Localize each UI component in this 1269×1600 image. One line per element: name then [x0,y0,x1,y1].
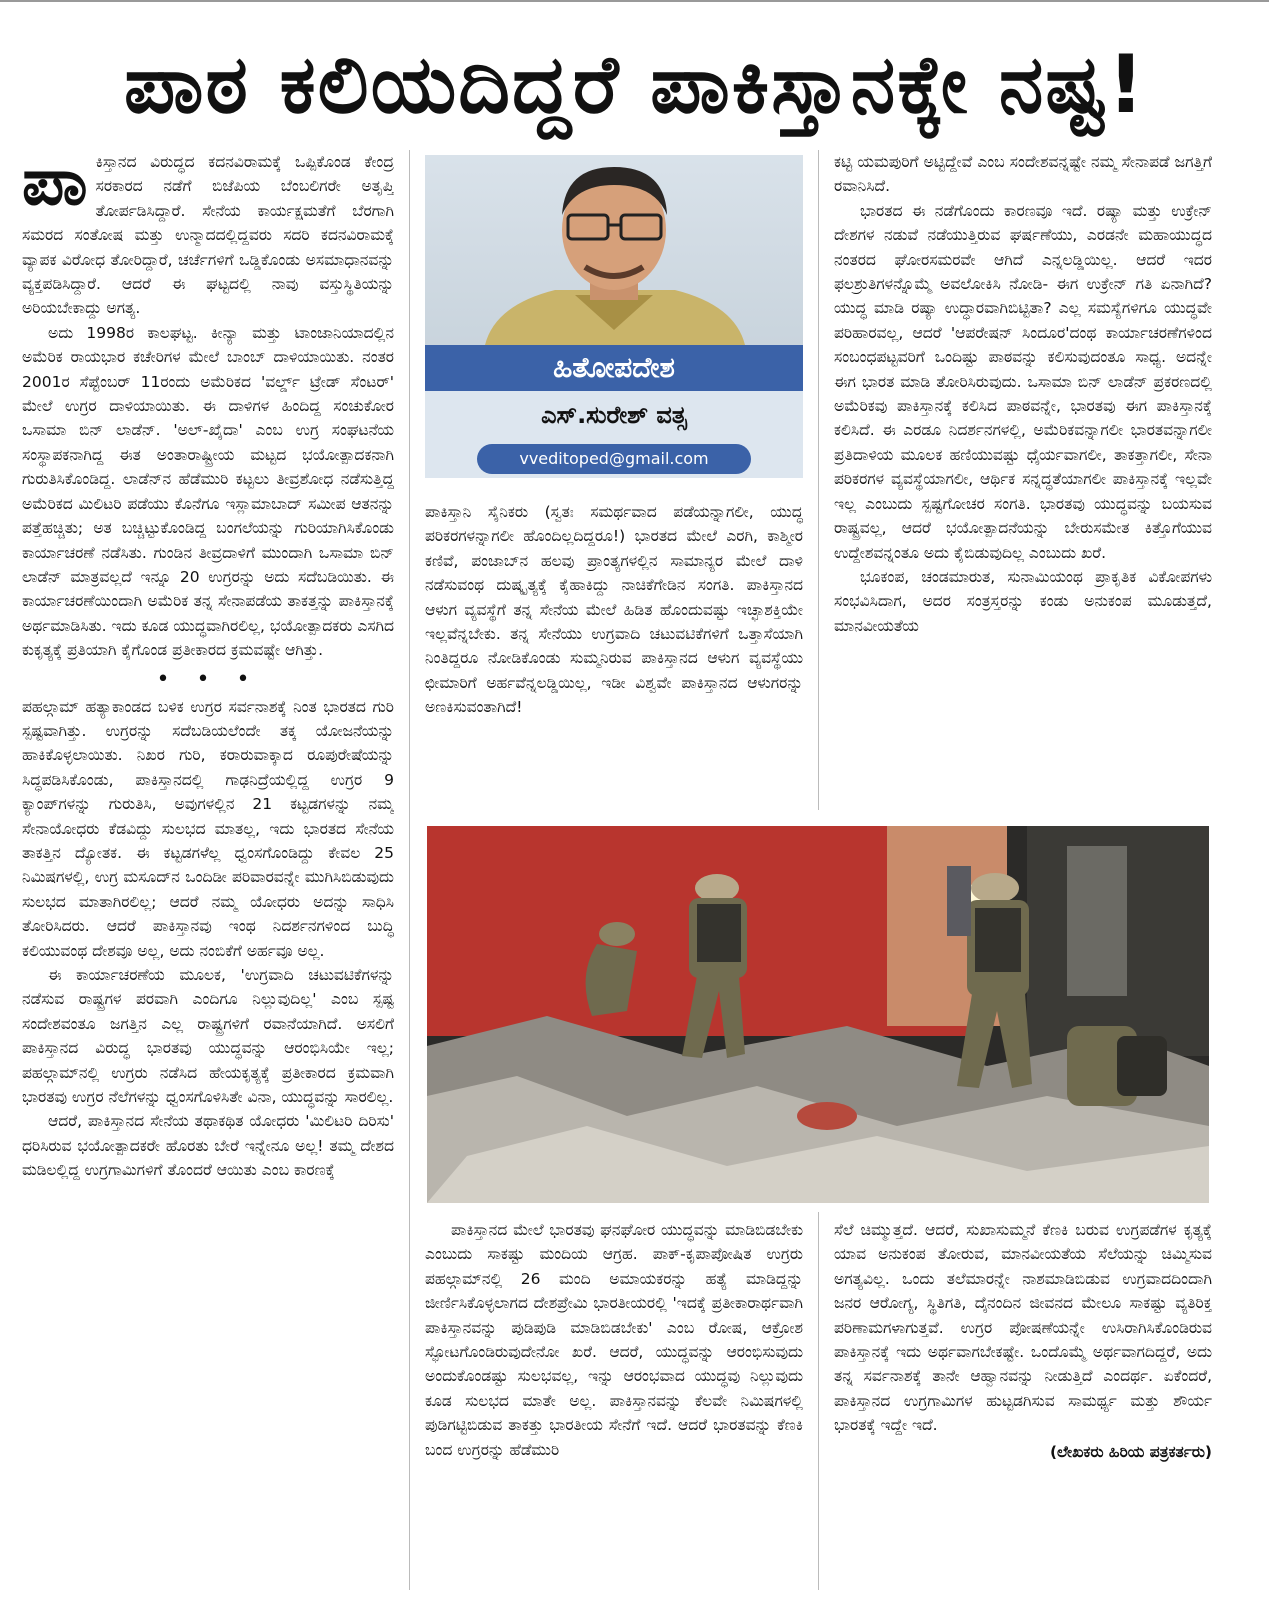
paragraph: ಪಹಲ್ಗಾಮ್ ಹತ್ಯಾಕಾಂಡದ ಬಳಿಕ ಉಗ್ರರ ಸರ್ವನಾಶಕ್ಕೆ ನಿಂತ ಭಾರತದ ಗುರಿ ಸ್ಪಷ್ಟವಾಗಿತ್ತು. ಉಗ್ರರನ್ನು ಸದೆಬಡಿಯಲೆಂದೇ ತಕ್ಕ ಯೋಜನೆಯನ್ನು ಹಾಕಿಕೊಳ್ಳಲಾಯಿತು. ನಿಖರ ಗುರಿ, ಕರಾರುವಾಕ್ಕಾದ ರೂಪುರೇಷೆಯನ್ನು ಸಿದ್ಧಪಡಿಸಿಕೊಂಡು, ಪಾಕಿಸ್ತಾನದಲ್ಲಿ ಗಾಢನಿದ್ರೆಯಲ್ಲಿದ್ದ ಉಗ್ರರ 9 ಕ್ಯಾಂಪ್‌ಗಳನ್ನು ಗುರುತಿಸಿ, ಅವುಗಳಲ್ಲಿನ 21 ಕಟ್ಟಡಗಳನ್ನು ನಮ್ಮ ಸೇನಾಯೋಧರು ಕೆಡವಿದ್ದು ಸುಲಭದ ಮಾತಲ್ಲ, ಇದು ಭಾರತದ ಸೇನೆಯ ತಾಕತ್ತಿನ ದ್ಯೋತಕ. ಈ ಕಟ್ಟಡಗಳೆಲ್ಲ ಧ್ವಂಸಗೊಂಡಿದ್ದು ಕೇವಲ 25 ನಿಮಿಷಗಳಲ್ಲಿ, ಉಗ್ರ ಮಸೂದ್‌ನ ಒಂದಿಡೀ ಪರಿವಾರವನ್ನೇ ಮುಗಿಸಿಬಿಡುವುದು ಸುಲಭದ ಮಾತಾಗಿರಲಿಲ್ಲ; ಆದರೆ ನಮ್ಮ ಯೋಧರು ಅದನ್ನು ಸಾಧಿಸಿ ತೋರಿಸಿದರು. ಆದರೆ ಪಾಕಿಸ್ತಾನವು ಇಂಥ ನಿದರ್ಶನಗಳಿಂದ ಬುದ್ಧಿ ಕಲಿಯುವಂಥ ದೇಶವೂ ಅಲ್ಲ, ಅದು ನಂಬಿಕೆಗೆ ಅರ್ಹವೂ ಅಲ್ಲ. [22,697,394,960]
author-name: ಎಸ್.ಸುರೇಶ್ ವತ್ಸ [541,401,687,429]
top-rule [0,0,1269,2]
author-portrait [425,155,803,345]
columnist-box [425,155,803,478]
section-separator-dots: • • • [156,666,260,692]
drop-cap: ಪಾ [22,150,88,220]
paragraph: ಈ ಕಾರ್ಯಾಚರಣೆಯ ಮೂಲಕ, 'ಉಗ್ರವಾದಿ ಚಟುವಟಿಕೆಗಳನ್ನು ನಡೆಸುವ ರಾಷ್ಟ್ರಗಳ ಪರವಾಗಿ ಎಂದಿಗೂ ನಿಲ್ಲುವುದಿಲ್ಲ' ಎಂಬ ಸ್ಪಷ್ಟ ಸಂದೇಶವಂತೂ ಜಗತ್ತಿನ ಎಲ್ಲ ರಾಷ್ಟ್ರಗಳಿಗೆ ರವಾನೆಯಾಗಿದೆ. ಅಸಲಿಗೆ ಪಾಕಿಸ್ತಾನದ ವಿರುದ್ಧ ಭಾರತವು ಯುದ್ಧವನ್ನು ಆರಂಭಿಸಿಯೇ ಇಲ್ಲ; ಪಹಲ್ಗಾಮ್‌ನಲ್ಲಿ ಉಗ್ರರು ನಡೆಸಿದ ಹೇಯಕೃತ್ಯಕ್ಕೆ ಪ್ರತೀಕಾರದ ಕ್ರಮವಾಗಿ ಭಾರತವು ಉಗ್ರರ ನೆಲೆಗಳನ್ನು ಧ್ವಂಸಗೊಳಿಸಿತೇ ವಿನಾ, ಯುದ್ಧವನ್ನು ಸಾರಲಿಲ್ಲ. [22,966,394,1107]
column-3-bottom [834,1218,1212,1590]
news-photo-soldiers [427,826,1209,1203]
paragraph: ಪಾಕಿಸ್ತಾನದ ವಿರುದ್ಧದ ಕದನವಿರಾಮಕ್ಕೆ ಒಪ್ಪಿಕೊಂಡ ಕೇಂದ್ರ ಸರಕಾರದ ನಡೆಗೆ ಬಿಜೆಪಿಯ ಬೆಂಬಲಿಗರೇ ಅತೃಪ್ತಿ ತೋರ್ಪಡಿಸಿದ್ದಾರೆ. ಸೇನೆಯ ಕಾರ್ಯಕ್ಷಮತೆಗೆ ಬೆರಗಾಗಿ ಸಮರದ ಸಂತೋಷ ಮತ್ತು ಉನ್ಮಾದದಲ್ಲಿದ್ದವರು ಸದರಿ ಕದನವಿರಾಮಕ್ಕೆ ವ್ಯಾಪಕ ವಿರೋಧ ತೋರಿದ್ದಾರೆ, ಚರ್ಚೆಗಳಿಗೆ ಒಡ್ಡಿಕೊಂಡು ಅಸಮಾಧಾನವನ್ನು ವ್ಯಕ್ತಪಡಿಸಿದ್ದಾರೆ. ಆದರೆ ಈ ಘಟ್ಟದಲ್ಲಿ ನಾವು ವಸ್ತುಸ್ಥಿತಿಯನ್ನು ಅರಿಯಬೇಕಾದ್ದು ಅಗತ್ಯ. [22,150,394,318]
paragraph: ಸೆಲೆ ಚಿಮ್ಮುತ್ತದೆ. ಆದರೆ, ಸುಖಾಸುಮ್ಮನೆ ಕೆಣಕಿ ಬರುವ ಉಗ್ರಪಡೆಗಳ ಕೃತ್ಯಕ್ಕೆ ಯಾವ ಅನುಕಂಪ ತೋರುವ, ಮಾನವೀಯತೆಯ ಸೆಲೆಯನ್ನು ಚಿಮ್ಮಿಸುವ ಅಗತ್ಯವಿಲ್ಲ. ಒಂದು ತಲೆಮಾರನ್ನೇ ನಾಶಮಾಡಿಬಿಡುವ ಉಗ್ರವಾದದಿಂದಾಗಿ ಜನರ ಆರೋಗ್ಯ, ಸ್ಥಿತಿಗತಿ, ದೈನಂದಿನ ಜೀವನದ ಮೇಲೂ ಸಾಕಷ್ಟು ವ್ಯತಿರಿಕ್ತ ಪರಿಣಾಮಗಳಾಗುತ್ತವೆ. ಉಗ್ರರ ಪೋಷಣೆಯನ್ನೇ ಉಸಿರಾಗಿಸಿಕೊಂಡಿರುವ ಪಾಕಿಸ್ತಾನಕ್ಕೆ ಇದು ಅರ್ಥವಾಗಬೇಕಷ್ಟೇ. ಒಂದೊಮ್ಮೆ ಅರ್ಥವಾಗದಿದ್ದರೆ, ಅದು ತನ್ನ ಸರ್ವನಾಶಕ್ಕೆ ತಾನೇ ಆಹ್ವಾನವನ್ನು ನೀಡುತ್ತಿದೆ ಎಂದರ್ಥ. ಏಕೆಂದರೆ, ಪಾಕಿಸ್ತಾನದ ಉಗ್ರಗಾಮಿಗಳ ಹುಟ್ಟಡಗಿಸುವ ಸಾಮರ್ಥ್ಯ ಮತ್ತು ಶೌರ್ಯ ಭಾರತಕ್ಕೆ ಇದ್ದೇ ಇದೆ. [834,1221,1212,1435]
column-3-top [834,150,1212,815]
column-divider [818,1212,819,1590]
column-1 [22,150,394,1590]
column-2-bottom [425,1218,803,1590]
paragraph: ಭಾರತದ ಈ ನಡೆಗೊಂದು ಕಾರಣವೂ ಇದೆ. ರಷ್ಯಾ ಮತ್ತು ಉಕ್ರೇನ್ ದೇಶಗಳ ನಡುವೆ ನಡೆಯುತ್ತಿರುವ ಘರ್ಷಣೆಯು, ಎರಡನೇ ಮಹಾಯುದ್ಧದ ನಂತರದ ಘೋರಸಮರವೇ ಆಗಿದೆ ಎನ್ನಲಡ್ಡಿಯಿಲ್ಲ. ಆದರೆ ಇದರ ಫಲಶ್ರುತಿಗಳನ್ನೊಮ್ಮೆ ಅವಲೋಕಿಸಿ ನೋಡಿ- ಈಗ ಉಕ್ರೇನ್ ಗತಿ ಏನಾಗಿದೆ? ಯುದ್ಧ ಮಾಡಿ ರಷ್ಯಾ ಉದ್ಧಾರವಾಗಿಬಿಟ್ಟಿತಾ? ಎಲ್ಲ ಸಮಸ್ಯೆಗಳಿಗೂ ಯುದ್ಧವೇ ಪರಿಹಾರವಲ್ಲ, ಆದರೆ 'ಆಪರೇಷನ್ ಸಿಂದೂರ'ದಂಥ ಕಾರ್ಯಾಚರಣೆಗಳಿಂದ ಸಂಬಂಧಪಟ್ಟವರಿಗೆ ಒಂದಿಷ್ಟು ಪಾಠವನ್ನು ಕಲಿಸುವುದಂತೂ ಸಾಧ್ಯ. ಅದನ್ನೇ ಈಗ ಭಾರತ ಮಾಡಿ ತೋರಿಸಿರುವುದು. ಒಸಾಮಾ ಬಿನ್ ಲಾಡೆನ್ ಪ್ರಕರಣದಲ್ಲಿ ಅಮೆರಿಕವು ಪಾಕಿಸ್ತಾನಕ್ಕೆ ಕಲಿಸಿದ ಪಾಠವನ್ನೇ, ಭಾರತವು ಈಗ ಪಾಕಿಸ್ತಾನಕ್ಕೆ ಕಲಿಸಿದೆ. ಈ ಎರಡೂ ನಿದರ್ಶನಗಳಲ್ಲಿ, ಅಮೆರಿಕವನ್ನಾಗಲೀ ಭಾರತವನ್ನಾಗಲೀ ಪ್ರತಿದಾಳಿಯ ಮೂಲಕ ಹಣಿಯುವಷ್ಟು ಧೈರ್ಯವಾಗಲೀ, ತಾಕತ್ತಾಗಲೀ, ಸೇನಾ ಪರಿಕರಗಳ ವ್ಯವಸ್ಥೆಯಾಗಲೀ, ಆರ್ಥಿಕ ಸನ್ನದ್ಧತೆಯಾಗಲೀ ಪಾಕಿಸ್ತಾನಕ್ಕೆ ಇಲ್ಲವೇ ಇಲ್ಲ ಎಂಬುದು ಸ್ಪಷ್ಟಗೋಚರ ಸಂಗತಿ. ಭಾರತವು ಯುದ್ಧವನ್ನು ಬಯಸುವ ರಾಷ್ಟ್ರವಲ್ಲ, ಆದರೆ ಭಯೋತ್ಪಾದನೆಯನ್ನು ಬೇರುಸಮೇತ ಕಿತ್ತೊಗೆಯುವ ಉದ್ದೇಶವನ್ನಂತೂ ಅದು ಕೈಬಿಡುವುದಿಲ್ಲ ಎಂಬುದು ಖರೆ. [834,201,1212,562]
paragraph: ಪಾಕಿಸ್ತಾನಿ ಸೈನಿಕರು (ಸ್ವತಃ ಸಮರ್ಥವಾದ ಪಡೆಯನ್ನಾಗಲೀ, ಯುದ್ಧ ಪರಿಕರಗಳನ್ನಾಗಲೀ ಹೊಂದಿಲ್ಲದಿದ್ದರೂ!) ಭಾರತದ ಮೇಲೆ ಎರಗಿ, ಕಾಶ್ಮೀರ ಕಣಿವೆ, ಪಂಜಾಬ್‌ನ ಹಲವು ಪ್ರಾಂತ್ಯಗಳಲ್ಲಿನ ಸಾಮಾನ್ಯರ ಮೇಲೆ ದಾಳಿ ನಡೆಸುವಂಥ ದುಷ್ಕೃತ್ಯಕ್ಕೆ ಕೈಹಾಕಿದ್ದು ನಾಚಿಕೆಗೇಡಿನ ಸಂಗತಿ. ಪಾಕಿಸ್ತಾನದ ಆಳುಗ ವ್ಯವಸ್ಥೆಗೆ ತನ್ನ ಸೇನೆಯ ಮೇಲೆ ಹಿಡಿತ ಹೊಂದುವಷ್ಟು ಇಚ್ಛಾಶಕ್ತಿಯೇ ಇಲ್ಲವೆನ್ನಬೇಕು. ತನ್ನ ಸೇನೆಯು ಉಗ್ರವಾದಿ ಚಟುವಟಿಕೆಗಳಿಗೆ ಒತ್ತಾಸೆಯಾಗಿ ನಿಂತಿದ್ದರೂ ನೋಡಿಕೊಂಡು ಸುಮ್ಮನಿರುವ ಪಾಕಿಸ್ತಾನದ ಆಳುಗ ವ್ಯವಸ್ಥೆಯು ಛೀಮಾರಿಗೆ ಅರ್ಹವೆನ್ನಲಡ್ಡಿಯಿಲ್ಲ, ಇಡೀ ವಿಶ್ವವೇ ಪಾಕಿಸ್ತಾನದ ಆಳುಗರನ್ನು ಅಣಕಿಸುವಂತಾಗಿದೆ! [425,503,803,717]
paragraph: ಆದರೆ, ಪಾಕಿಸ್ತಾನದ ಸೇನೆಯ ತಥಾಕಥಿತ ಯೋಧರು 'ಮಿಲಿಟರಿ ದಿರಿಸು' ಧರಿಸಿರುವ ಭಯೋತ್ಪಾದಕರೇ ಹೊರತು ಬೇರೆ ಇನ್ನೇನೂ ಅಲ್ಲ! ತಮ್ಮ ದೇಶದ ಮಡಿಲಲ್ಲಿದ್ದ ಉಗ್ರಗಾಮಿಗಳಿಗೆ ತೊಂದರೆ ಆಯಿತು ಎಂಬ ಕಾರಣಕ್ಕೆ [22,1112,394,1180]
column-name: ಹಿತೋಪದೇಶ [425,345,803,391]
headline: ಪಾಠ ಕಲಿಯದಿದ್ದರೆ ಪಾಕಿಸ್ತಾನಕ್ಕೇ ನಷ್ಟ! [123,38,1147,131]
author-note: (ಲೇಖಕರು ಹಿರಿಯ ಪತ್ರಕರ್ತರು) [1049,1442,1212,1461]
soldiers-in-rubble-illustration [427,826,1209,1203]
paragraph: ಭೂಕಂಪ, ಚಂಡಮಾರುತ, ಸುನಾಮಿಯಂಥ ಪ್ರಾಕೃತಿಕ ವಿಕೋಪಗಳು ಸಂಭವಿಸಿದಾಗ, ಅದರ ಸಂತ್ರಸ್ತರನ್ನು ಕಂಡು ಅನುಕಂಪ ಮೂಡುತ್ತದೆ, ಮಾನವೀಯತೆಯ [834,567,1212,635]
soldier-kneeling [1067,1026,1167,1106]
paragraph: ಕಟ್ಟಿ ಯಮಪುರಿಗೆ ಅಟ್ಟಿದ್ದೇವೆ ಎಂಬ ಸಂದೇಶವನ್ನಷ್ಟೇ ನಮ್ಮ ಸೇನಾಪಡೆ ಜಗತ್ತಿಗೆ ರವಾನಿಸಿದೆ. [834,153,1212,196]
author-email[interactable]: vveditoped@gmail.com [477,444,751,474]
column-2-top [425,500,803,815]
column-divider [409,150,410,1590]
column-divider [818,150,819,810]
author-photo-illustration [425,155,803,345]
paragraph: ಪಾಕಿಸ್ತಾನದ ಮೇಲೆ ಭಾರತವು ಘನಘೋರ ಯುದ್ಧವನ್ನು ಮಾಡಿಬಿಡಬೇಕು ಎಂಬುದು ಸಾಕಷ್ಟು ಮಂದಿಯ ಆಗ್ರಹ. ಪಾಕ್-ಕೃಪಾಪೋಷಿತ ಉಗ್ರರು ಪಹಲ್ಗಾಮ್‌ನಲ್ಲಿ 26 ಮಂದಿ ಅಮಾಯಕರನ್ನು ಹತ್ಯೆ ಮಾಡಿದ್ದನ್ನು ಜೀರ್ಣಿಸಿಕೊಳ್ಳಲಾಗದ ದೇಶಪ್ರೇಮಿ ಭಾರತೀಯರಲ್ಲಿ 'ಇದಕ್ಕೆ ಪ್ರತೀಕಾರಾರ್ಥವಾಗಿ ಪಾಕಿಸ್ತಾನವನ್ನು ಪುಡಿಪುಡಿ ಮಾಡಿಬಿಡಬೇಕು' ಎಂಬ ರೋಷ, ಆಕ್ರೋಶ ಸ್ಫೋಟಗೊಂಡಿರುವುದೇನೋ ಖರೆ. ಆದರೆ, ಯುದ್ಧವನ್ನು ಆರಂಭಿಸುವುದು ಅಂದುಕೊಂಡಷ್ಟು ಸುಲಭವಲ್ಲ, ಇನ್ನು ಆರಂಭವಾದ ಯುದ್ಧವು ನಿಲ್ಲುವುದು ಕೂಡ ಸುಲಭದ ಮಾತೇ ಅಲ್ಲ. ಪಾಕಿಸ್ತಾನವನ್ನು ಕೆಲವೇ ನಿಮಿಷಗಳಲ್ಲಿ ಪುಡಿಗಟ್ಟಿಬಿಡುವ ತಾಕತ್ತು ಭಾರತೀಯ ಸೇನೆಗೆ ಇದೆ. ಆದರೆ ಭಾರತವನ್ನು ಕೆಣಕಿ ಬಂದ ಉಗ್ರರನ್ನು ಹೆಡೆಮುರಿ [425,1221,803,1459]
paragraph: ಅದು 1998ರ ಕಾಲಘಟ್ಟ. ಕೀನ್ಯಾ ಮತ್ತು ಟಾಂಜಾನಿಯಾದಲ್ಲಿನ ಅಮೆರಿಕ ರಾಯಭಾರ ಕಚೇರಿಗಳ ಮೇಲೆ ಬಾಂಬ್ ದಾಳಿಯಾಯಿತು. ನಂತರ 2001ರ ಸೆಪ್ಟೆಂಬರ್ 11ರಂದು ಅಮೆರಿಕದ 'ವರ್ಲ್ಡ್ ಟ್ರೇಡ್ ಸೆಂಟರ್' ಮೇಲೆ ಉಗ್ರರ ದಾಳಿಯಾಯಿತು. ಈ ದಾಳಿಗಳ ಹಿಂದಿದ್ದ ಸಂಚುಕೋರ ಒಸಾಮಾ ಬಿನ್ ಲಾಡೆನ್. 'ಅಲ್-ಖೈದಾ' ಎಂಬ ಉಗ್ರ ಸಂಘಟನೆಯ ಸಂಸ್ಥಾಪಕನಾಗಿದ್ದ ಈತ ಅಂತಾರಾಷ್ಟ್ರೀಯ ಮಟ್ಟದ ಭಯೋತ್ಪಾದಕನಾಗಿ ಗುರುತಿಸಿಕೊಂಡಿದ್ದ. ಲಾಡೆನ್‌ನ ಹೆಡೆಮುರಿ ಕಟ್ಟಲು ತೀವ್ರಶೋಧ ನಡೆಸುತ್ತಿದ್ದ ಅಮೆರಿಕದ ಮಿಲಿಟರಿ ಪಡೆಯು ಕೊನೆಗೂ ಇಸ್ಲಾಮಾಬಾದ್ ಸಮೀಪ ಆತನನ್ನು ಪತ್ತೆಹಚ್ಚಿತು; ಅತ ಬಚ್ಚಿಟ್ಟುಕೊಂಡಿದ್ದ ಬಂಗಲೆಯನ್ನು ಗುರಿಯಾಗಿಸಿಕೊಂಡು ಕಾರ್ಯಾಚರಣೆ ನಡೆಸಿತು. ಗುಂಡಿನ ತೀವ್ರದಾಳಿಗೆ ಮುಂದಾಗಿ ಒಸಾಮಾ ಬಿನ್ ಲಾಡೆನ್ ಮಾತ್ರವಲ್ಲದೆ ಇನ್ನೂ 20 ಉಗ್ರರನ್ನು ಅದು ಸದೆಬಡಿಯಿತು. ಈ ಕಾರ್ಯಾಚರಣೆಯಿಂದಾಗಿ ಅಮೆರಿಕ ತನ್ನ ಸೇನಾಪಡೆಯ ತಾಕತ್ತನ್ನು ಪಾಕಿಸ್ತಾನಕ್ಕೆ ಅರ್ಥಮಾಡಿಸಿತು. ಇದು ಕೂಡ ಯುದ್ಧವಾಗಿರಲಿಲ್ಲ, ಭಯೋತ್ಪಾದಕರು ಎಸಗಿದ ಕುಕೃತ್ಯಕ್ಕೆ ಪ್ರತಿಯಾಗಿ ಕೈಗೊಂಡ ಪ್ರತೀಕಾರದ ಕ್ರಮವಷ್ಟೇ ಆಗಿತ್ತು. [22,323,394,660]
